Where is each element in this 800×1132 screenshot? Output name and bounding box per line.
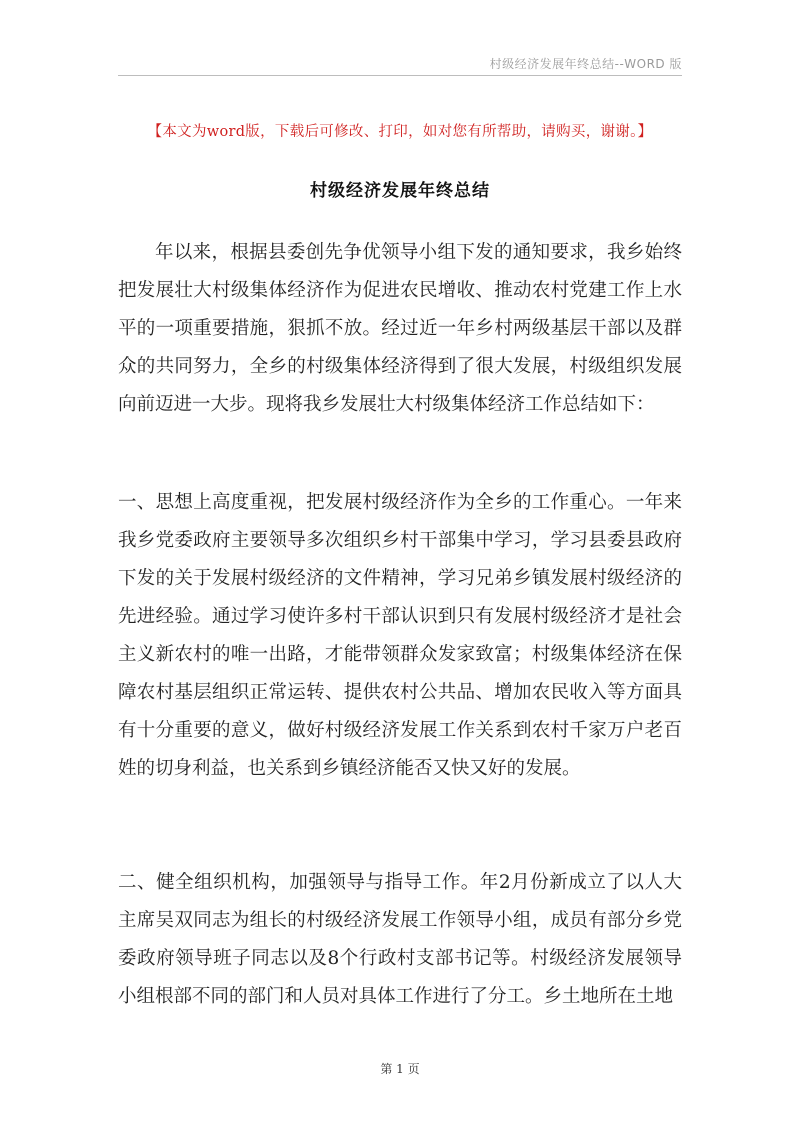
paragraph-section-1: 一、思想上高度重视，把发展村级经济作为全乡的工作重心。一年来我乡党委政府主要领导多次组织乡村干部集中学习，学习县委县政府下发的关于发展村级经济的文件精神，学习兄弟乡镇发展村级经济的先进经验。通过学习使许多村干部认识到只有发展村级经济才是社会主义新农村的唯一出路，才能带领群众发家致富；村级集体经济在保障农村基层组织正常运转、提供农村公共品、增加农民收入等方面具有十分重要的意义，做好村级经济发展工作关系到农村千家万户老百姓的切身利益，也关系到乡镇经济能否又快又好的发展。 xyxy=(118,492,682,779)
running-header: 村级经济发展年终总结--WORD 版 xyxy=(489,57,682,71)
document-title: 村级经济发展年终总结 xyxy=(310,181,490,201)
paragraph-intro: 年以来，根据县委创先争优领导小组下发的通知要求，我乡始终把发展壮大村级集体经济作为促进农民增收、推动农村党建工作上水平的一项重要措施，狠抓不放。经过近一年乡村两级基层干部以及群众的共同努力，全乡的村级集体经济得到了很大发展，村级组织发展向前迈进一大步。现将我乡发展壮大村级集体经济工作总结如下： xyxy=(118,242,682,415)
header-divider xyxy=(118,75,682,76)
page-number: 第 1 页 xyxy=(380,1062,420,1076)
purchase-notice: 【本文为word版，下载后可修改、打印，如对您有所帮助，请购买，谢谢。】 xyxy=(147,124,653,140)
paragraph-section-2: 二、健全组织机构，加强领导与指导工作。年2月份新成立了以人大主席吴双同志为组长的村级经济发展工作领导小组，成员有部分乡党委政府领导班子同志以及8个行政村支部书记等。村级经济发展领导小组根部不同的部门和人员对具体工作进行了分工。乡土地所在土地 xyxy=(118,872,682,1007)
